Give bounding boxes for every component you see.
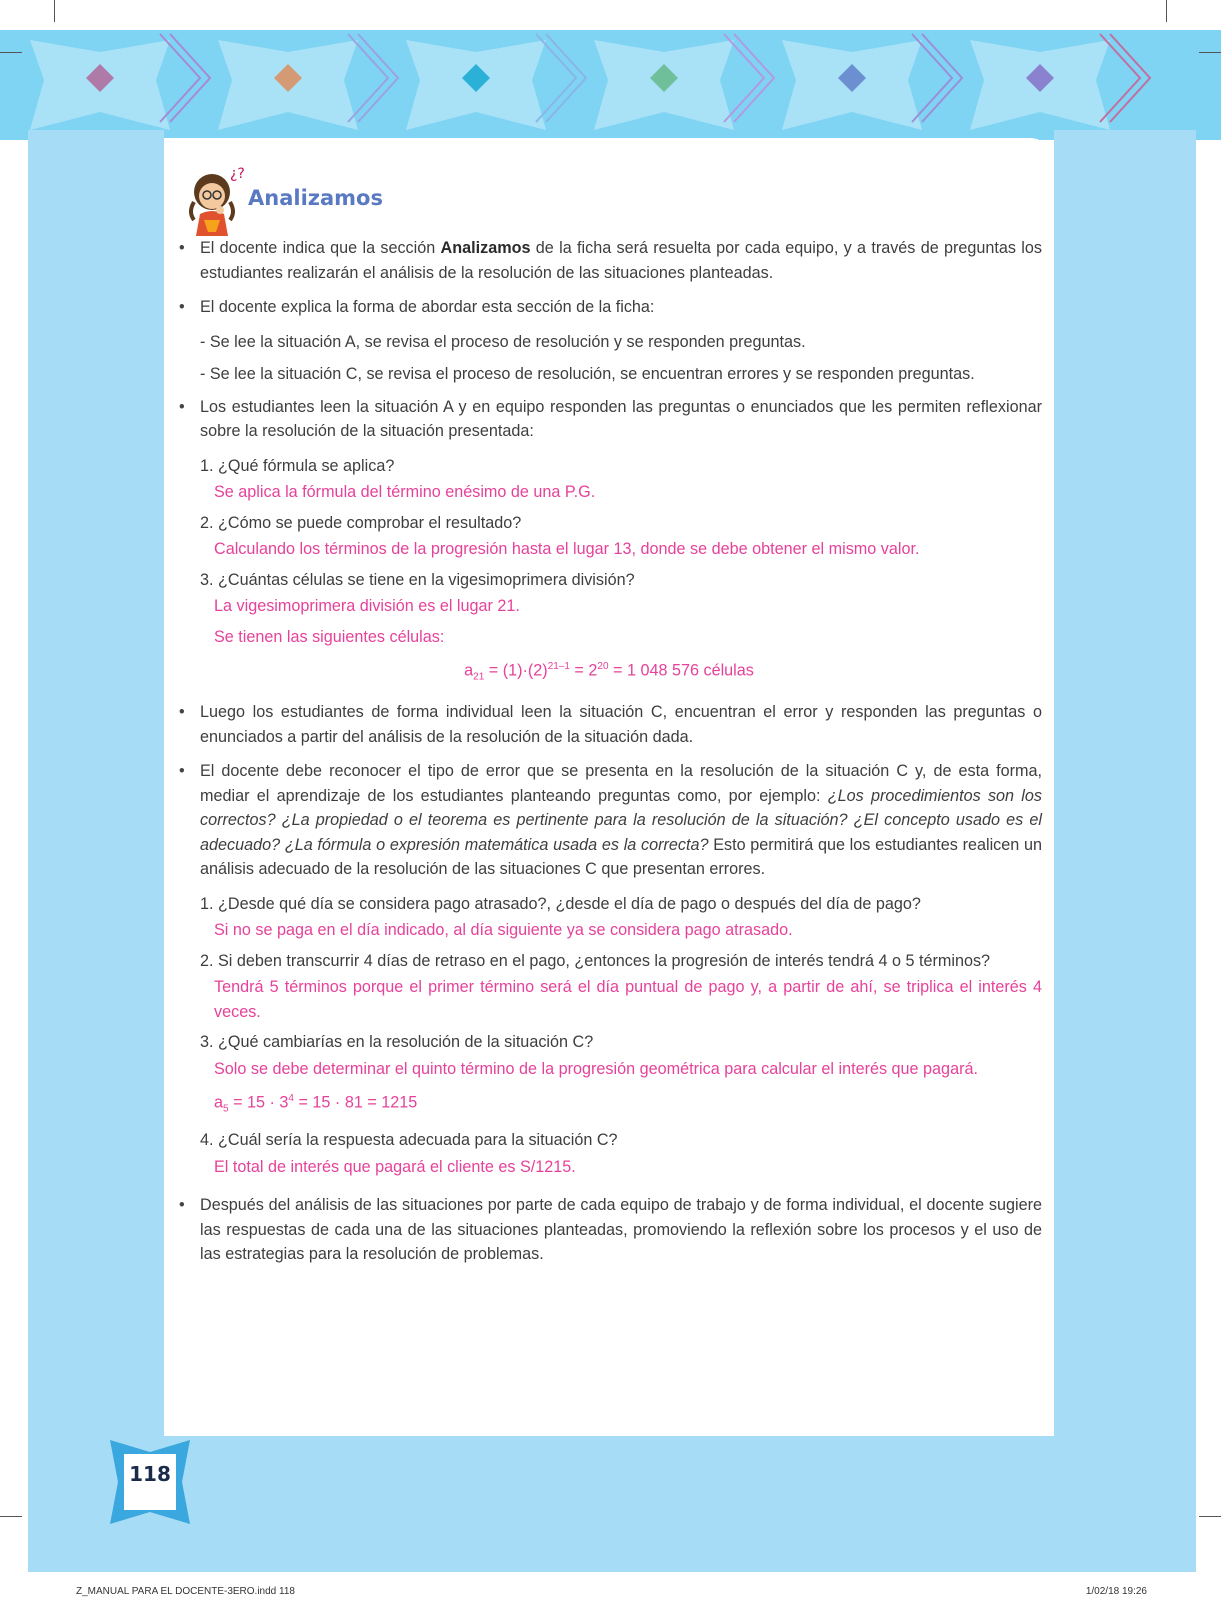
formula-sup: 20: [597, 661, 609, 672]
decorative-banner: [0, 0, 1221, 140]
section-title: Analizamos: [248, 186, 383, 210]
crop-mark: [1166, 0, 1167, 22]
formula: [214, 1087, 1042, 1122]
answer: Calculando los términos de la progresión hasta el lugar 13, donde se debe obtener el mismo valor.: [214, 540, 920, 558]
bullet-dot: •: [179, 397, 185, 416]
crop-mark: [0, 52, 22, 53]
question: 2. ¿Cómo se puede comprobar el resultado?: [200, 513, 522, 532]
answer: Se aplica la fórmula del término enésimo de una P.G.: [214, 483, 596, 501]
sub-item: - Se lee la situación C, se revisa el proceso de resolución, se encuentran errores y se responden preguntas.: [200, 365, 975, 383]
bullet-item: [176, 395, 1042, 444]
bullet-item: [176, 700, 1042, 749]
question: 3. ¿Cuántas células se tiene en la vigesimoprimera división?: [200, 570, 635, 589]
question: 3. ¿Qué cambiarías en la resolución de la situación C?: [200, 1033, 594, 1052]
answer: El total de interés que pagará el cliente es S/1215.: [214, 1157, 576, 1176]
bullet-text: Después del análisis de las situaciones por parte de cada equipo de trabajo y de forma individual, el docente sugiere las respuestas de cada una de las situaciones planteadas, promoviendo la reflexión sobre los procesos y el uso de las estrategias para la resolución de problemas.: [200, 1196, 1042, 1264]
crop-mark: [1199, 1516, 1221, 1517]
formula-part: a: [464, 661, 474, 680]
left-frame: [28, 130, 164, 1572]
formula-sub: 21: [473, 671, 485, 683]
formula: [176, 655, 1042, 690]
bullet-text: de la ficha será resuelta por cada equipo, y a través de preguntas los estudiantes realizarán el análisis de la resolución de las situaciones planteadas.: [200, 239, 1042, 282]
formula-sub: 5: [223, 1103, 229, 1115]
question: 2. Si deben transcurrir 4 días de retraso en el pago, ¿entonces la progresión de interés tendrá 4 o 5 términos?: [200, 951, 991, 970]
bullet-item: [176, 236, 1042, 285]
answer: Solo se debe determinar el quinto término de la progresión geométrica para calcular el interés que pagará.: [214, 1059, 978, 1078]
bullet-dot: •: [179, 703, 185, 722]
thinking-girl-icon: [182, 162, 252, 238]
question: 4. ¿Cuál sería la respuesta adecuada para la situación C?: [200, 1131, 618, 1150]
question-marks: ¿?: [230, 166, 245, 182]
bullet-text: Luego los estudiantes de forma individual leen la situación C, encuentran el error y responden las preguntas o enunciados a partir del análisis de la resolución de la situación dada.: [200, 703, 1042, 746]
bullet-item: [176, 759, 1042, 882]
crop-mark: [54, 0, 55, 22]
bullet-dot: •: [179, 239, 185, 257]
bullet-text: El docente indica que la sección: [200, 239, 441, 257]
formula-part: = 2: [569, 661, 598, 680]
bullet-text: Los estudiantes leen la situación A y en equipo responden las preguntas o enunciados que les permiten reflexionar sobre la resolución de la situación presentada:: [200, 397, 1042, 440]
bullet-item: [176, 1193, 1042, 1267]
formula-part: = 15 · 3: [228, 1093, 289, 1112]
bullet-italic: ¿Los procedimientos son los correctos? ¿La propiedad o el teorema es pertinente para la resolución de la situación? ¿El concepto usado es el adecuado? ¿La fórmula o expresión matemática usada es la correcta?: [200, 786, 1042, 854]
formula-part: = (1)·(2): [484, 661, 548, 680]
formula-part: = 1 048 576 células: [608, 661, 754, 680]
bullet-dot: •: [179, 762, 185, 781]
question: 1. ¿Qué fórmula se aplica?: [200, 456, 395, 475]
formula-part: = 15 · 81 = 1215: [293, 1093, 418, 1112]
formula-sup: 21–1: [547, 661, 570, 672]
bullet-text: Esto permitirá que los estudiantes realicen un análisis adecuado de la resolución de las situaciones C que presentan errores.: [200, 835, 1042, 879]
bullet-keyword: Analizamos: [440, 239, 531, 257]
bottom-frame: [28, 1436, 1196, 1572]
footer-date: 1/02/18 19:26: [1085, 1586, 1147, 1597]
answer: Se tienen las siguientes células:: [214, 627, 445, 646]
bullet-dot: •: [179, 298, 185, 316]
answer: La vigesimoprimera división es el lugar 21.: [214, 597, 520, 615]
question: 1. ¿Desde qué día se considera pago atrasado?, ¿desde el día de pago o después del día de pago?: [200, 894, 921, 913]
crop-mark: [0, 1516, 22, 1517]
crop-mark: [1199, 52, 1221, 53]
section-header: [176, 160, 1042, 236]
formula-part: a: [214, 1093, 224, 1112]
answer: Si no se paga en el día indicado, al día siguiente ya se considera pago atrasado.: [214, 921, 793, 940]
sub-item: - Se lee la situación A, se revisa el proceso de resolución y se responden preguntas.: [200, 332, 806, 351]
bullet-item: [176, 295, 1042, 320]
formula-sup: 4: [288, 1093, 294, 1105]
bullet-dot: •: [179, 1196, 185, 1215]
bullet-text: El docente explica la forma de abordar esta sección de la ficha:: [200, 298, 655, 316]
main-content: [176, 160, 1042, 1277]
right-frame: [1054, 130, 1196, 1572]
bullet-text: El docente debe reconocer el tipo de error que se presenta en la resolución de la situación C y, de esta forma, mediar el aprendizaje de los estudiantes planteando preguntas como, por ejemplo:: [200, 762, 1042, 805]
answer: Tendrá 5 términos porque el primer término será el día puntual de pago y, a partir de ahí, se triplica el interés 4 veces.: [214, 978, 1042, 1021]
page-number: 118: [129, 1462, 171, 1486]
footer-file: Z_MANUAL PARA EL DOCENTE-3ERO.indd 118: [76, 1586, 295, 1597]
